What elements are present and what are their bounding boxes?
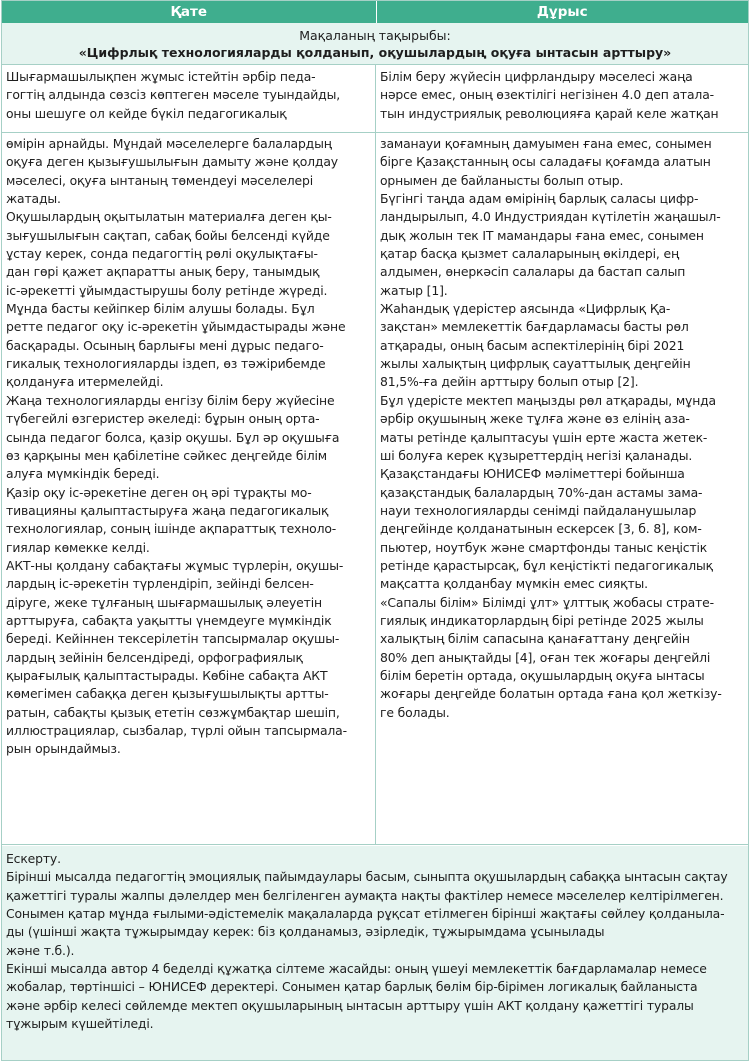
text-line: қатар басқа қызмет салаларының өкілдері, ең: [380, 246, 679, 262]
header-wrong: Қате: [2, 1, 377, 23]
text-line: АКТ-ны қолдану сабақтағы жұмыс түрлерін, оқушы-: [6, 557, 344, 573]
table-header: [2, 1, 748, 23]
text-line: діруге, жеке тұлғаның шығармашылық әлеуетін: [6, 594, 322, 610]
text-line: заманауи қоғамның дамуымен ғана емес, сонымен: [380, 136, 712, 151]
note-section: [2, 846, 748, 1060]
wrong-text-intro: [2, 65, 376, 133]
text-line: қазақстандық балалардың 70%-дан астамы зама-: [380, 484, 703, 500]
text-line: технологиялар, соның ішінде ақпараттық техноло-: [6, 521, 337, 537]
text-line: Шығармашылықпен жұмыс істейтін әрбір педа-: [6, 69, 316, 84]
text-line: Мұнда басты кейіпкер білім алушы болады. Бұл: [6, 301, 315, 317]
text-line: өз қарқыны мен қабілетіне сәйкес деңгейде білім: [6, 447, 327, 463]
right-text-intro: [376, 65, 748, 133]
text-line: арттыруға, сабақта уақытты үнемдеуге мүмкіндік: [6, 612, 332, 628]
note-line: Сонымен қатар мұнда ғылыми-әдістемелік мақалаларда рұқсат етілмеген бірінші жақтағы сөйлеу қолданыла-: [6, 906, 725, 922]
text-line: гиялық индикаторлардың бірі ретінде 2025 жылы: [380, 612, 704, 628]
note-line: және т.б.).: [6, 942, 75, 958]
topic-label: Мақаланың тақырыбы:: [299, 28, 451, 43]
text-line: гикалық технологияларды іздеп, өз тәжірибемде: [6, 356, 326, 372]
text-line: 81,5%-ға дейін арттыру болып отыр [2].: [380, 374, 639, 390]
text-line: «Сапалы білім» Білімді ұлт» ұлттық жобасы страте-: [380, 594, 714, 610]
note-line: жобалар, төртіншісі – ЮНИСЕФ деректері. Сонымен қатар барлық бөлім бір-бірімен логикалық байланыста: [6, 979, 698, 995]
header-right: Дұрыс: [536, 4, 588, 20]
note-line: Ескерту.: [6, 851, 61, 866]
note-line: ды (үшінші жақта тұжырымдау керек: біз қолданамыз, әзірледік, тұжырымдама ұсынылады: [6, 924, 605, 940]
text-line: Бұл үдерісте мектеп маңызды рөл атқарады, мұнда: [380, 392, 717, 408]
text-line: Жаһандық үдерістер аясында «Цифрлық Қа-: [380, 301, 671, 317]
text-line: оқуға деген қызығушылығын дамыту және қолдау: [6, 154, 338, 170]
right-text-body: [376, 133, 748, 845]
text-line: білім беретін ортада, оқушылардың оқуға ынтасы: [380, 667, 705, 683]
topic-title: «Цифрлық технологияларды қолданып, оқушылардың оқуға ынтасын арттыру»: [78, 45, 672, 60]
note-line: Екінші мысалда автор 4 беделді құжатқа сілтеме жасайды: оның үшеуі мемлекеттік бағдарламалар немесе: [6, 961, 707, 977]
text-line: зақстан» мемлекеттік бағдарламасы басты рөл: [380, 319, 689, 335]
text-line: гогтің алдында сөзсіз көптеген мәселе туындайды,: [6, 87, 341, 103]
text-line: түбегейлі өзгеристер әкеледі: бұрын оның орта-: [6, 411, 320, 427]
comparison-table: [1, 0, 749, 1061]
text-line: тивацияны қалыптастыруға жаңа педагогикалық: [6, 502, 329, 518]
text-line: иллюстрациялар, сызбалар, түрлі ойын тапсырмала-: [6, 723, 347, 738]
text-line: лардың зейінін белсендіреді, орфографиялық: [6, 649, 303, 665]
text-line: жылы халықтың цифрлық сауаттылық деңгейін: [380, 356, 691, 372]
text-line: жоғары деңгейде болатын ортада ғана қол жеткізу-: [380, 686, 722, 702]
wrong-text-body: [2, 133, 376, 845]
text-line: қолдануға итермелейді.: [6, 374, 164, 390]
text-line: ретінде қарастырсақ, бұл кеңістікті педагогикалық: [380, 557, 713, 573]
text-line: өмірін арнайды. Мұндай мәселелерге балалардың: [6, 136, 332, 151]
text-line: жатады.: [6, 191, 61, 207]
text-line: пьютер, ноутбук және смартфонды таныс кеңістік: [380, 539, 708, 555]
text-line: сында педагог болса, қазір оқушы. Бұл әр оқушыға: [6, 429, 340, 445]
text-line: Жаңа технологияларды енгізу білім беру жүйесіне: [6, 392, 335, 408]
text-line: оны шешуге ол кейде бүкіл педагогикалық: [6, 105, 287, 121]
text-line: Қазақстандағы ЮНИСЕФ мәліметтері бойынша: [380, 466, 685, 482]
topic-row: [2, 23, 748, 65]
text-line: Білім беру жүйесін цифрландыру мәселесі жаңа: [380, 69, 693, 84]
text-line: зығушылығын сақтап, сабақ бойы белсенді күйде: [6, 227, 330, 243]
text-line: ұстау керек, сонда педагогтің рөлі оқулықтағы-: [6, 246, 318, 262]
text-line: нәрсе емес, оның өзектілігі негізінен 4.0 деп атала-: [380, 87, 714, 103]
text-line: атқарады, оның басым аспектілерінің бірі 2021: [380, 337, 685, 353]
text-line: лардың іс-әрекетін түрлендіріп, зейінді белсен-: [6, 576, 314, 592]
text-line: маты ретінде қалыптасуы үшін ерте жаста жетек-: [380, 429, 708, 445]
text-line: қырағылық қалыптастырады. Көбіне сабақта АКТ: [6, 667, 328, 683]
text-line: ші болуға керек құзыреттердің негізі қаланады.: [380, 447, 693, 463]
text-line: дық жолын тек IT мамандары ғана емес, сонымен: [380, 227, 704, 243]
text-line: орнымен де байланысты болып отыр.: [380, 172, 624, 188]
text-line: көмегімен сабаққа деген қызығушылықты артты-: [6, 686, 329, 702]
text-line: рын орындаймыз.: [6, 741, 121, 757]
text-line: ге болады.: [380, 704, 450, 720]
text-line: мақсатта қолданбау мүмкін емес сияқты.: [380, 576, 648, 592]
text-line: дан гөрі қажет ақпаратты анық беру, танымдық: [6, 264, 320, 280]
note-line: тұжырым күшейтіледі.: [6, 1016, 154, 1032]
note-line: және әрбір келесі сөйлемде мектеп оқушыларының ынтасын арттыру үшін АКТ қолдану қажеттігі туралы: [6, 997, 694, 1013]
text-line: іс-әрекетті ұйымдастырушы болу ретінде жүреді.: [6, 282, 328, 298]
note-line: Бірінші мысалда педагогтің эмоциялық пайымдаулары басым, сыныпта оқушылардың сабаққа ынтасын сақтау: [6, 869, 728, 885]
text-line: науи технологияларды сенімді пайдаланушылар: [380, 502, 697, 518]
text-line: ландырылып, 4.0 Индустриядан күтілетін жаңашыл-: [380, 209, 721, 225]
text-line: мәселесі, оқуға ынтаның төмендеуі мәселелері: [6, 172, 314, 188]
text-line: алдымен, өнеркәсіп салалары да бастап салып: [380, 264, 686, 280]
text-line: 80% деп анықтайды [4], оған тек жоғары деңгейлі: [380, 649, 711, 665]
text-line: халықтың білім сапасына қанағаттану деңгейін: [380, 631, 690, 647]
text-line: деңгейінде қолданатынын ескерсек [3, б. 8], ком-: [380, 521, 702, 537]
text-line: береді. Кейіннен тексерілетін тапсырмалар оқушы-: [6, 631, 340, 647]
text-line: алуға мүмкіндік береді.: [6, 466, 160, 482]
text-line: жатыр [1].: [380, 282, 448, 298]
text-line: Қазір оқу іс-әрекетіне деген оң әрі тұрақты мо-: [6, 484, 312, 500]
text-line: басқарады. Осының барлығы мені дұрыс педаго-: [6, 337, 324, 353]
text-line: бірге Қазақстанның осы саладағы қоғамда алатын: [380, 154, 711, 170]
note-line: қажеттігі туралы жалпы дәлелдер мен белгіленген аумақта нақты фактілер немесе мәселелер келтірілмеген.: [6, 887, 724, 903]
text-line: ретте педагог оқу іс-әрекетін ұйымдастырады және: [6, 319, 346, 335]
text-line: ратын, сабақты қызық ететін сөзжұмбақтар шешіп,: [6, 704, 340, 720]
text-line: тын индустриялық революцияға қарай келе жатқан: [380, 105, 719, 121]
text-line: гиялар көмекке келді.: [6, 539, 150, 555]
text-line: Оқушылардың оқытылатын материалға деген қы-: [6, 209, 332, 225]
text-line: Бүгінгі таңда адам өмірінің барлық саласы цифр-: [380, 191, 699, 207]
text-line: әрбір оқушының жеке тұлға және өз елінің аза-: [380, 411, 690, 427]
